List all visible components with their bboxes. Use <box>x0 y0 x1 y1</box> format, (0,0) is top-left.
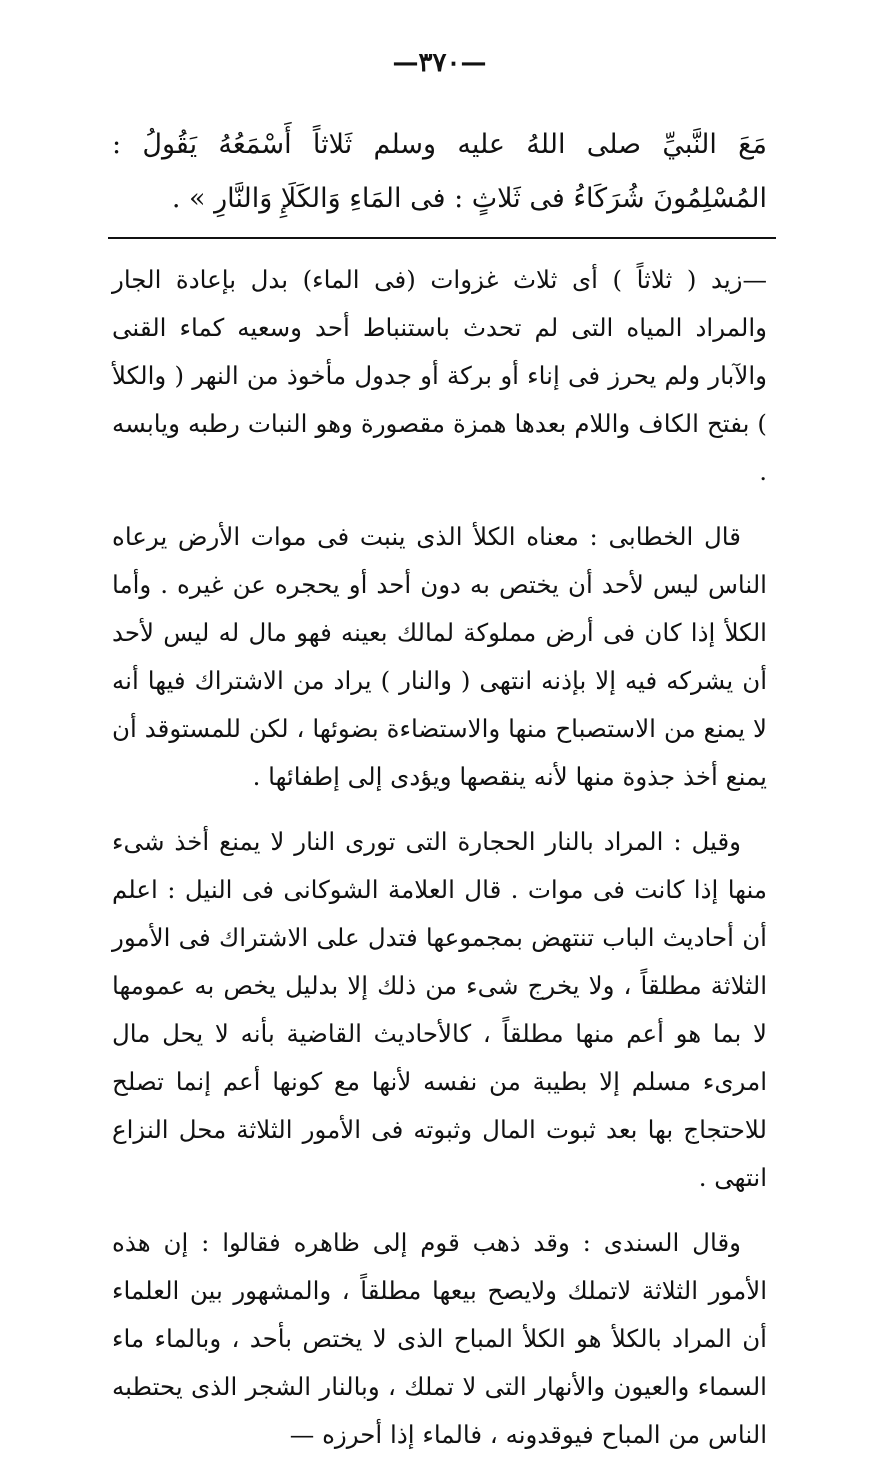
commentary-paragraph-3: وقيل : المراد بالنار الحجارة التى تورى النار لا يمنع أخذ شىء منها إذا كانت فى موات . قال العلامة الشوكانى فى النيل : اعلم أن أحاديث الباب تنتهض بمجموعها فتدل على الاشتراك فى الأمور الثلاثة مطلقاً ، ولا يخرج شىء من ذلك إلا بدليل يخص به عمومها لا بما هو أعم منها مطلقاً ، كالأحاديث القاضية بأنه لا يحل مال امرىء مسلم إلا بطيبة من نفسه لأنها مع كونها أعم إنما تصلح للاحتجاج بها بعد ثبوت المال وثبوته فى الأمور الثلاثة محل النزاع انتهى . <box>112 827 767 1192</box>
commentary-paragraph-1: —زيد ( ثلاثاً ) أى ثلاث غزوات (فى الماء) بدل بإعادة الجار والمراد المياه التى لم تحدث باستنباط أحد وسعيه كماء القنى والآبار ولم يحرز فى إناء أو بركة أو جدول مأخوذ من النهر ( والكلأ ) بفتح الكاف واللام بعدها همزة مقصورة وهو النبات رطبه ويابسه . <box>112 265 767 486</box>
commentary-paragraph-4: وقال السندى : وقد ذهب قوم إلى ظاهره فقالوا : إن هذه الأمور الثلاثة لاتملك ولايصح بيعها مطلقاً ، والمشهور بين العلماء أن المراد بالكلأ هو الكلأ المباح الذى لا يختص بأحد ، وبالماء ماء السماء والعيون والأنهار التى لا تملك ، وبالنار الشجر الذى يحتطبه الناس من المباح فيوقدونه ، فالماء إذا أحرزه — <box>112 1228 767 1449</box>
commentary-section <box>112 256 767 1459</box>
hadith-text: مَعَ النَّبيِّ صلى اللهُ عليه وسلم ثَلاثاً أَسْمَعُهُ يَقُولُ : المُسْلِمُونَ شُرَكَاءُ فى ثَلاثٍ : فى المَاءِ وَالكَلَإِ وَالنَّارِ » . <box>112 129 767 214</box>
footnote-divider <box>108 237 776 239</box>
page-number: —٣٧٠— <box>392 48 487 78</box>
commentary-paragraph-2: قال الخطابى : معناه الكلأ الذى ينبت فى موات الأرض يرعاه الناس ليس لأحد أن يختص به دون أحد أو يحجره عن غيره . وأما الكلأ إذا كان فى أرض مملوكة لمالك بعينه فهو مال له ليس لأحد أن يشركه فيه إلا بإذنه انتهى ( والنار ) يراد من الاشتراك فيها أنه لا يمنع من الاستصباح منها والاستضاءة بضوئها ، لكن للمستوقد أن يمنع أخذ جذوة منها لأنه ينقصها ويؤدى إلى إطفائها . <box>112 522 767 791</box>
